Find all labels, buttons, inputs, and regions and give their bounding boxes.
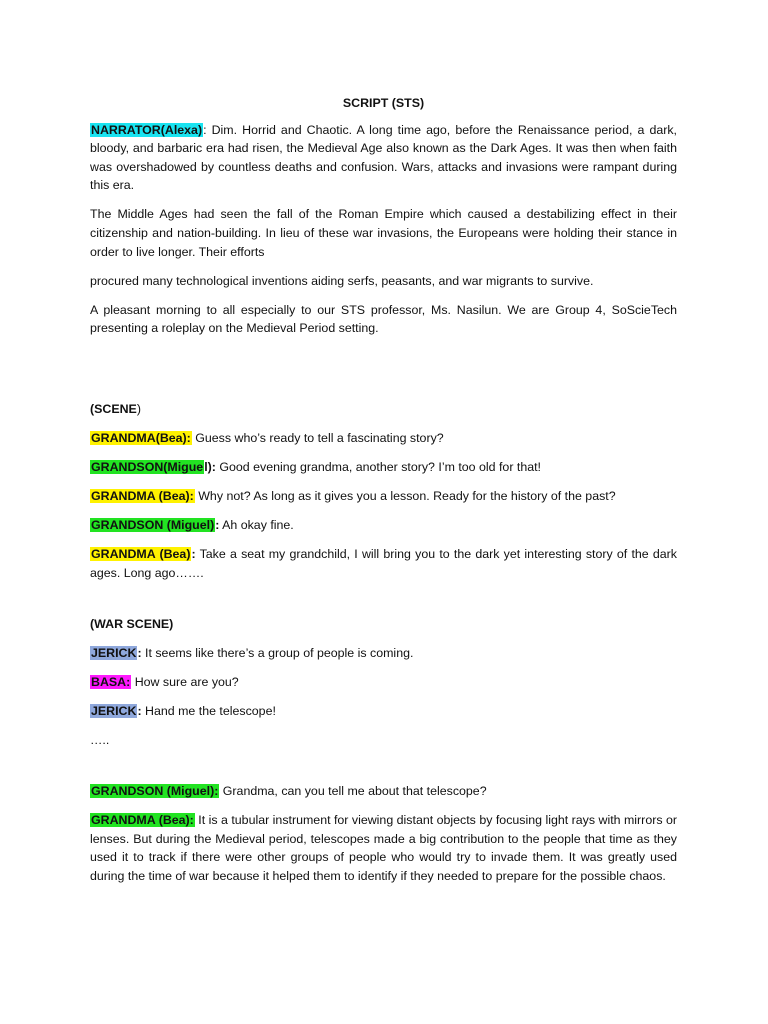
dialogue-line: GRANDSON (Miguel): Ah okay fine. [91, 517, 294, 532]
intro-paragraph-4: A pleasant morning to all especially to our STS professor, Ms. Nasilun. We are Group 4, SoScieTech presenting a roleplay on the Medieval Period setting. [90, 302, 677, 336]
speaker-grandson: GRANDSON (Miguel) [91, 517, 215, 532]
speaker-grandma: GRANDMA (Bea) [91, 547, 191, 561]
speaker-jerick: JERICK [91, 645, 137, 660]
dialogue-line: GRANDMA (Bea): It is a tubular instrument for viewing distant objects by focusing light rays with mirrors or lenses. But during the Medieval period, telescopes made a big contribution to the people that time as they used it to track if there were other groups of people who would try to invade them. It was greatly used during the time of war because it helped them to identify if they needed to prepare for the possible chaos. [90, 813, 677, 884]
dialogue-line: BASA: How sure are you? [91, 674, 239, 689]
speaker-grandson: GRANDSON (Miguel): [91, 784, 219, 799]
narrator-paragraph [90, 121, 677, 195]
dialogue-line: JERICK: Hand me the telescope! [91, 703, 276, 718]
page-title: SCRIPT (STS) [342, 96, 425, 110]
speaker-grandma: GRANDMA(Bea): [91, 430, 191, 445]
intro-paragraph-3: procured many technological inventions aiding serfs, peasants, and war migrants to survive. [90, 273, 594, 288]
dialogue-line: GRANDMA (Bea): Why not? As long as it gives you a lesson. Ready for the history of the past? [91, 488, 616, 503]
ellipsis-line: ….. [90, 733, 110, 748]
dialogue-line: GRANDSON (Miguel): Grandma, can you tell me about that telescope? [91, 784, 487, 799]
intro-paragraph-2: The Middle Ages had seen the fall of the Roman Empire which caused a destabilizing effect in their citizenship and nation-building. In lieu of these war invasions, the Europeans were holding their stance in order to live longer. Their efforts [90, 207, 677, 259]
speaker-basa: BASA: [91, 674, 131, 689]
speaker-grandson: GRANDSON(Migue [91, 459, 204, 474]
speaker-grandma: GRANDMA (Bea): [91, 813, 194, 828]
dialogue-line: GRANDMA (Bea): Take a seat my grandchild, I will bring you to the dark yet interesting story of the dark ages. Long ago……. [90, 547, 677, 580]
narrator-text: : Dim. Horrid and Chaotic. A long time ago, before the Renaissance period, a dark, bloody, and barbaric era had risen, the Medieval Age also known as the Dark Ages. It was then when faith was overshadowed by countless deaths and confusion. Wars, attacks and invasions were rampant during this era. [90, 122, 677, 193]
speaker-narrator: NARRATOR(Alexa) [91, 122, 203, 137]
dialogue-line: GRANDMA(Bea): Guess who’s ready to tell a fascinating story? [91, 430, 444, 445]
dialogue-line: JERICK: It seems like there’s a group of people is coming. [91, 645, 414, 660]
dialogue-line: GRANDSON(Miguel): Good evening grandma, another story? I’m too old for that! [91, 459, 542, 474]
speaker-jerick: JERICK [91, 703, 137, 718]
speaker-grandma: GRANDMA (Bea): [91, 488, 194, 503]
war-scene-heading: (WAR SCENE) [90, 616, 174, 631]
scene-heading: (SCENE) [90, 401, 141, 416]
